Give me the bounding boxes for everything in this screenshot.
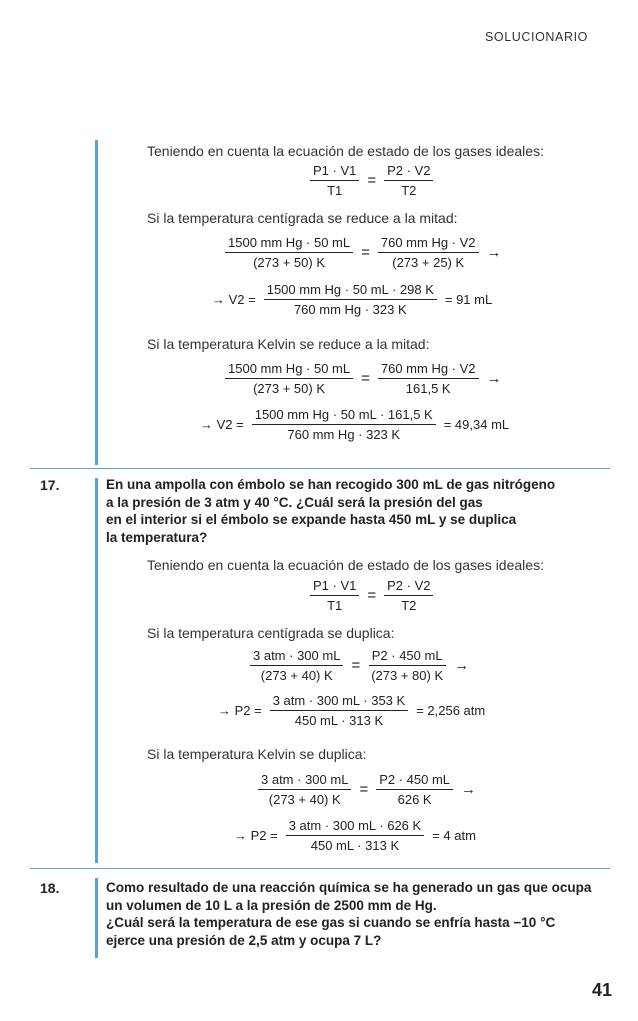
- celsius-equation-1: $\frac{\text{3 atm · 300 mL}}{(273 + 40) K}$ = $\frac{P2 \cdot 450 mL}{(273 + 80) K}$ →: [250, 646, 469, 685]
- section-divider: [30, 868, 610, 869]
- kelvin-equation-2: → P2 = $\frac{\text{3 atm · 300 mL · 626 K}}{450 mL \cdot 313 K}$ = 4 atm: [234, 818, 476, 853]
- question-number: 17.: [40, 477, 60, 493]
- question-18-text: Como resultado de una reacción química se ha generado un gas que ocupa un volumen de 10 L a la presión de 2500 mm de Hg. ¿Cuál será la temperatura de ese gas si cuando se enfría hasta −10 °C ejerce una presión de 2,5 atm y ocupa 7 L?: [106, 880, 592, 948]
- page-number: 41: [591, 980, 612, 1000]
- gas-law-equation: $\frac{P1 \cdot V1}{T1}$ = $\frac{P2 \cdot V2}{T2}$: [310, 576, 433, 615]
- question-number: 18.: [40, 880, 60, 896]
- section-divider: [30, 468, 610, 469]
- kelvin-condition-text: Si la temperatura Kelvin se reduce a la mitad:: [147, 336, 430, 352]
- margin-bar: [95, 478, 98, 863]
- gas-law-equation: $\frac{P1 \cdot V1}{T1}$ = $\frac{P2 \cdot V2}{T2}$: [310, 161, 433, 200]
- question-17-text: En una ampolla con émbolo se han recogido 300 mL de gas nitrógeno a la presión de 3 atm y 40 °C. ¿Cuál será la presión del gas en el interior si el émbolo se expande hasta 450 mL y se duplica la temperatura?: [106, 477, 556, 545]
- kelvin-condition-text: Si la temperatura Kelvin se duplica:: [147, 746, 367, 762]
- kelvin-equation-1: $\frac{\text{3 atm · 300 mL}}{(273 + 40) K}$ = $\frac{P2 \cdot 450 mL}{626 K}$ →: [258, 770, 476, 809]
- celsius-equation-2: → V2 = $\frac{\text{1500 mm Hg · 50 mL · 298 K}}{\text{760 mm Hg · 323 K}}$ = 91 mL: [212, 282, 493, 317]
- kelvin-equation-2: → V2 = $\frac{\text{1500 mm Hg · 50 mL · 161,5 K}}{\text{760 mm Hg · 323 K}}$ = 49,34 mL: [200, 407, 510, 442]
- celsius-equation-2: → P2 = $\frac{\text{3 atm · 300 mL · 353 K}}{450 mL \cdot 313 K}$ = 2,256 atm: [218, 693, 486, 728]
- margin-bar: [95, 878, 98, 958]
- intro-text: Teniendo en cuenta la ecuación de estado de los gases ideales:: [147, 557, 544, 573]
- kelvin-equation-1: $\frac{\text{1500 mm Hg · 50 mL}}{(273 + 50) K}$ = $\frac{\text{760 mm Hg · V2}}{161,5 K}$ →: [225, 359, 502, 398]
- celsius-condition-text: Si la temperatura centígrada se reduce a la mitad:: [147, 210, 458, 226]
- margin-bar: [95, 140, 98, 465]
- intro-text: Teniendo en cuenta la ecuación de estado de los gases ideales:: [147, 143, 544, 159]
- running-header: SOLUCIONARIO: [484, 30, 588, 44]
- celsius-equation-1: $\frac{\text{1500 mm Hg · 50 mL}}{(273 + 50) K}$ = $\frac{\text{760 mm Hg · V2}}{(273 + 25) K}$ →: [225, 233, 502, 272]
- celsius-condition-text: Si la temperatura centígrada se duplica:: [147, 625, 395, 641]
